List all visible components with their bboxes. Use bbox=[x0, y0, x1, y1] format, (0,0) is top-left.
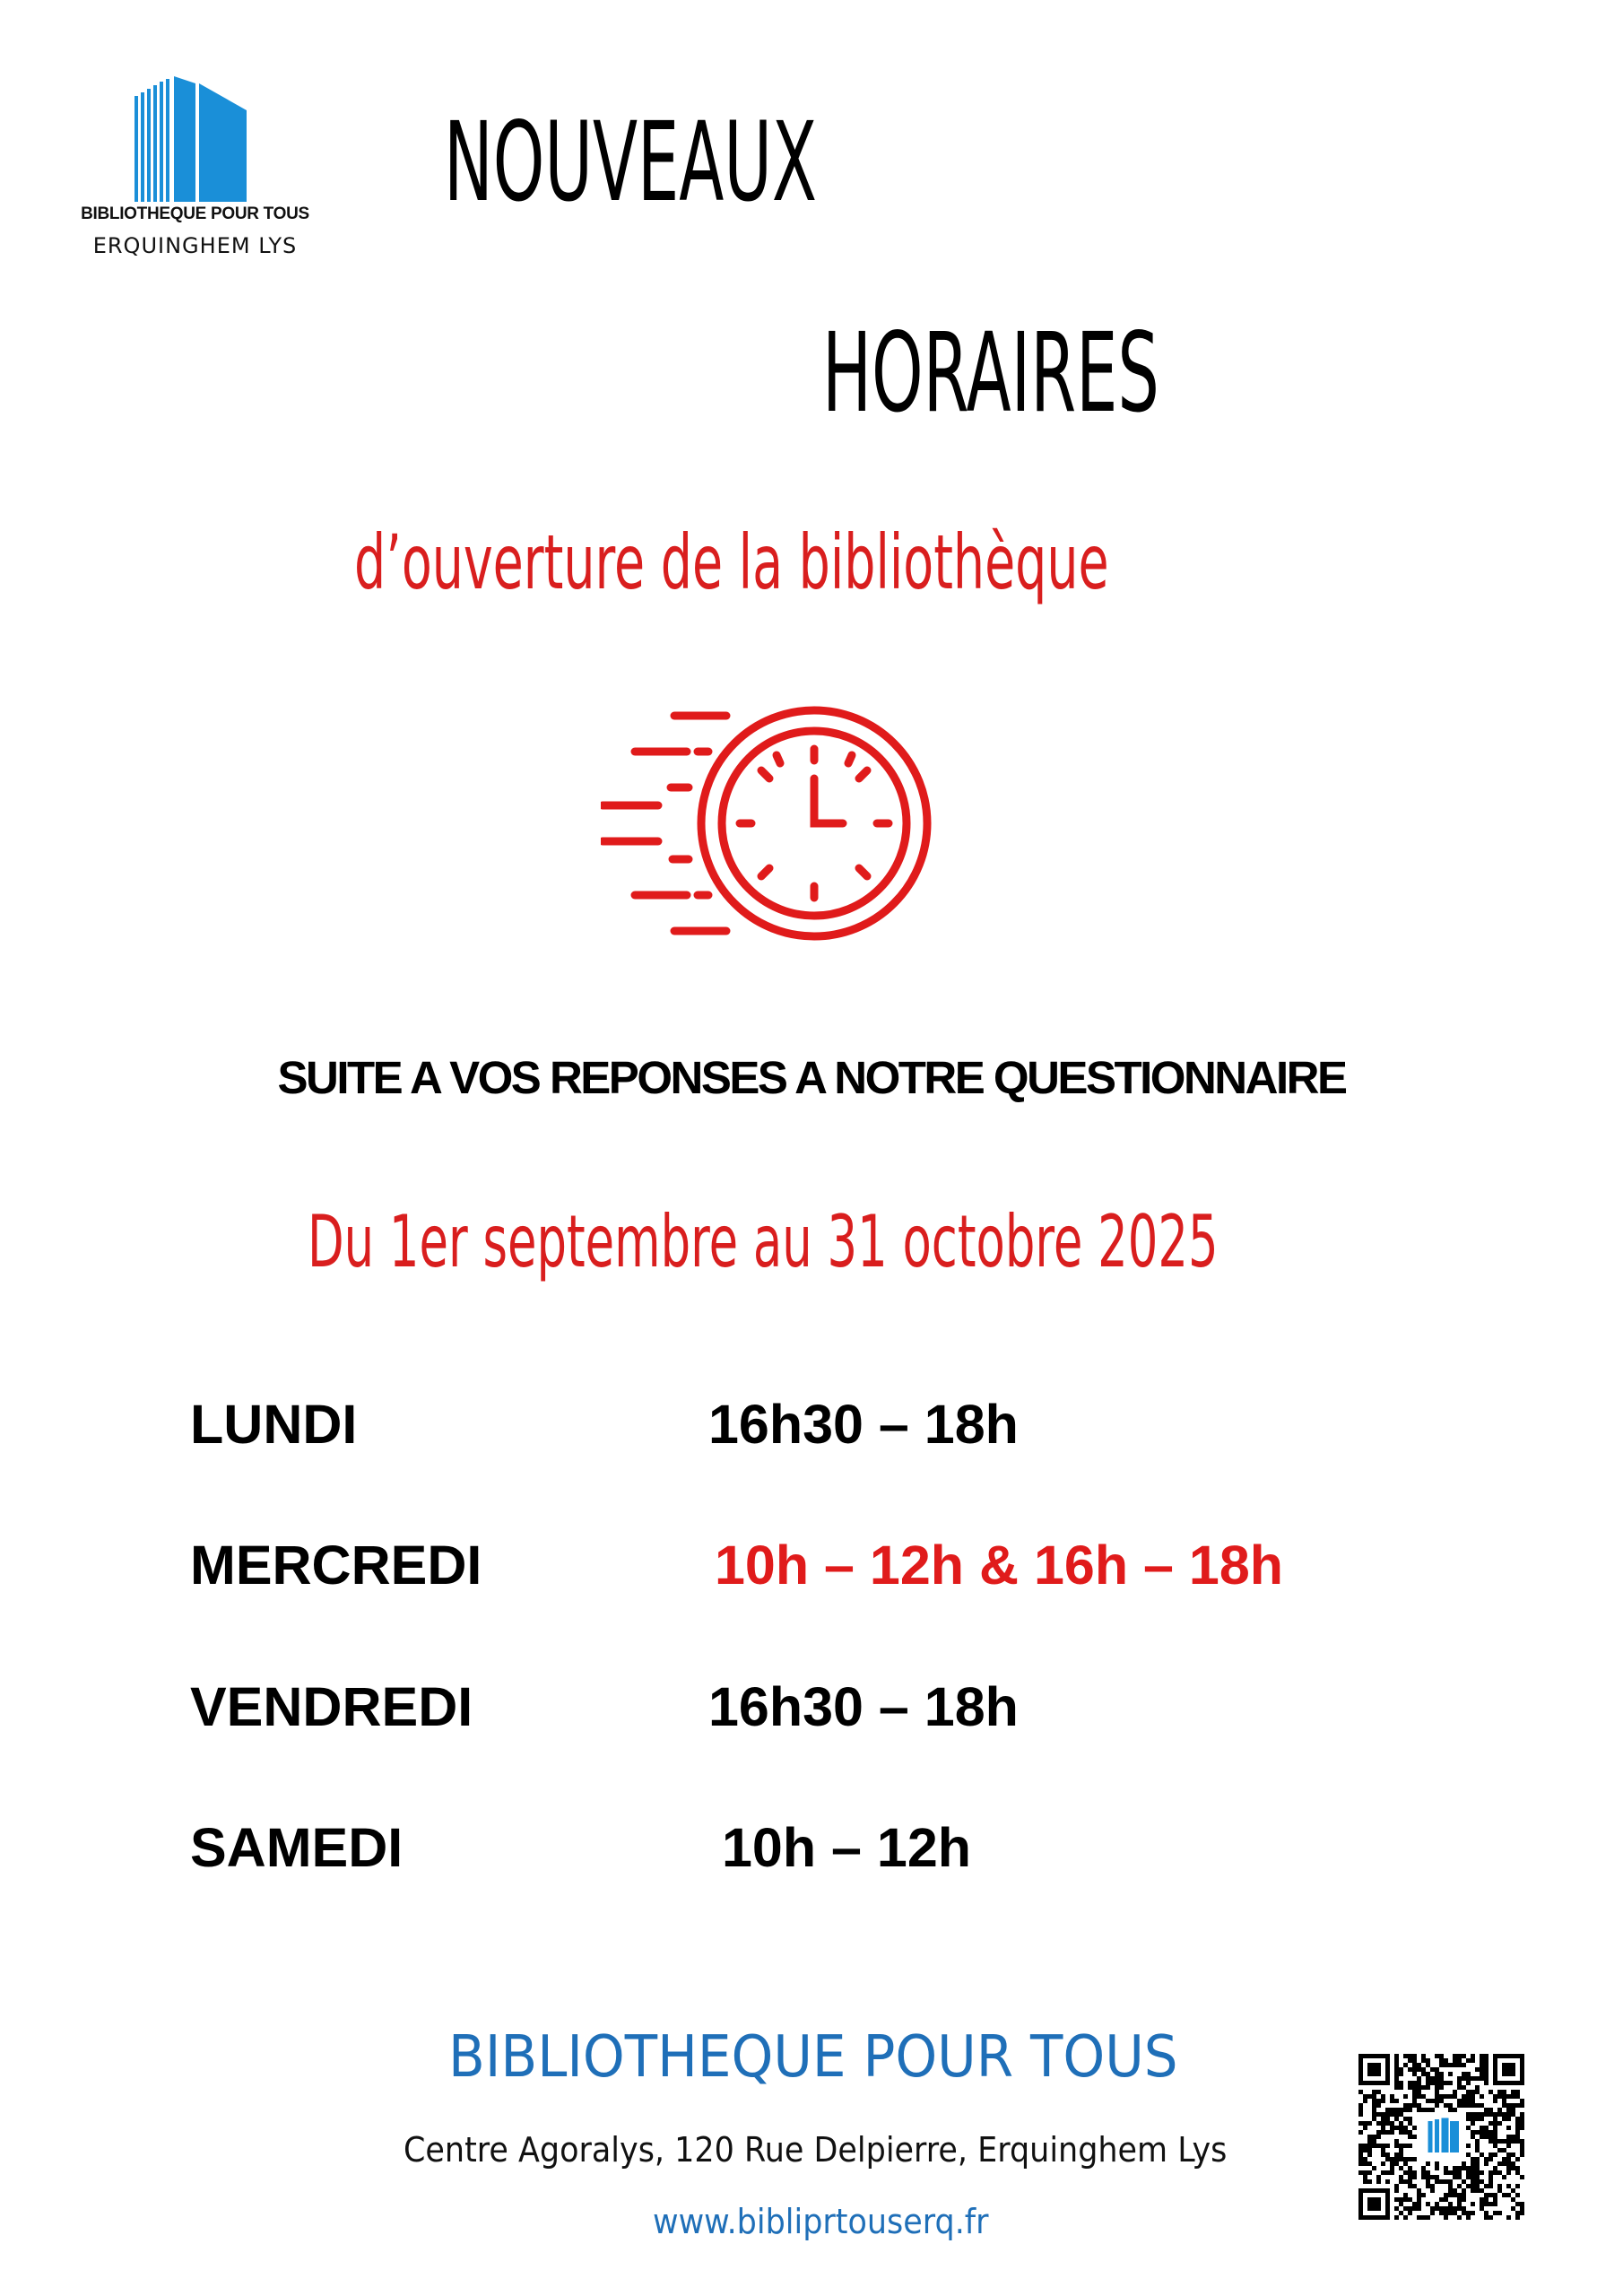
footer-address: Centre Agoralys, 120 Rue Delpierre, Erquinghem Lys bbox=[404, 2130, 1228, 2170]
fast-clock-icon bbox=[601, 700, 942, 946]
schedule-row-wednesday bbox=[0, 1529, 1623, 1601]
footer-website-link[interactable]: www.bibliprtouserq.fr bbox=[653, 2202, 989, 2241]
schedule-day: VENDREDI bbox=[190, 1676, 473, 1737]
subtitle: d’ouverture de la bibliothèque bbox=[354, 518, 1109, 606]
schedule-hours: 10h – 12h & 16h – 18h bbox=[715, 1535, 1284, 1596]
validity-period: Du 1er septembre au 31 octobre 2025 bbox=[308, 1200, 1219, 1283]
title-line-2: HORAIRES bbox=[822, 309, 1159, 437]
logo-title: BIBLIOTHEQUE POUR TOUS bbox=[81, 204, 309, 223]
schedule-row-friday bbox=[0, 1671, 1623, 1743]
library-logo bbox=[81, 76, 309, 265]
library-building-logo-icon bbox=[135, 76, 247, 202]
schedule-hours: 16h30 – 18h bbox=[708, 1394, 1019, 1455]
schedule-day: MERCREDI bbox=[190, 1535, 482, 1596]
schedule-day: LUNDI bbox=[190, 1394, 358, 1455]
schedule-hours: 10h – 12h bbox=[722, 1817, 972, 1878]
schedule-row-saturday bbox=[0, 1812, 1623, 1883]
survey-notice: SUITE A VOS REPONSES A NOTRE QUESTIONNAIRE bbox=[277, 1052, 1346, 1103]
qr-code-icon bbox=[1358, 2054, 1524, 2220]
schedule-day: SAMEDI bbox=[190, 1817, 404, 1878]
logo-location: ERQUINGHEM LYS bbox=[92, 233, 298, 258]
schedule-row-monday bbox=[0, 1388, 1623, 1460]
schedule-hours: 16h30 – 18h bbox=[708, 1676, 1019, 1737]
footer-library-name: BIBLIOTHEQUE POUR TOUS bbox=[448, 2024, 1178, 2091]
title-line-1: NOUVEAUX bbox=[444, 99, 818, 226]
